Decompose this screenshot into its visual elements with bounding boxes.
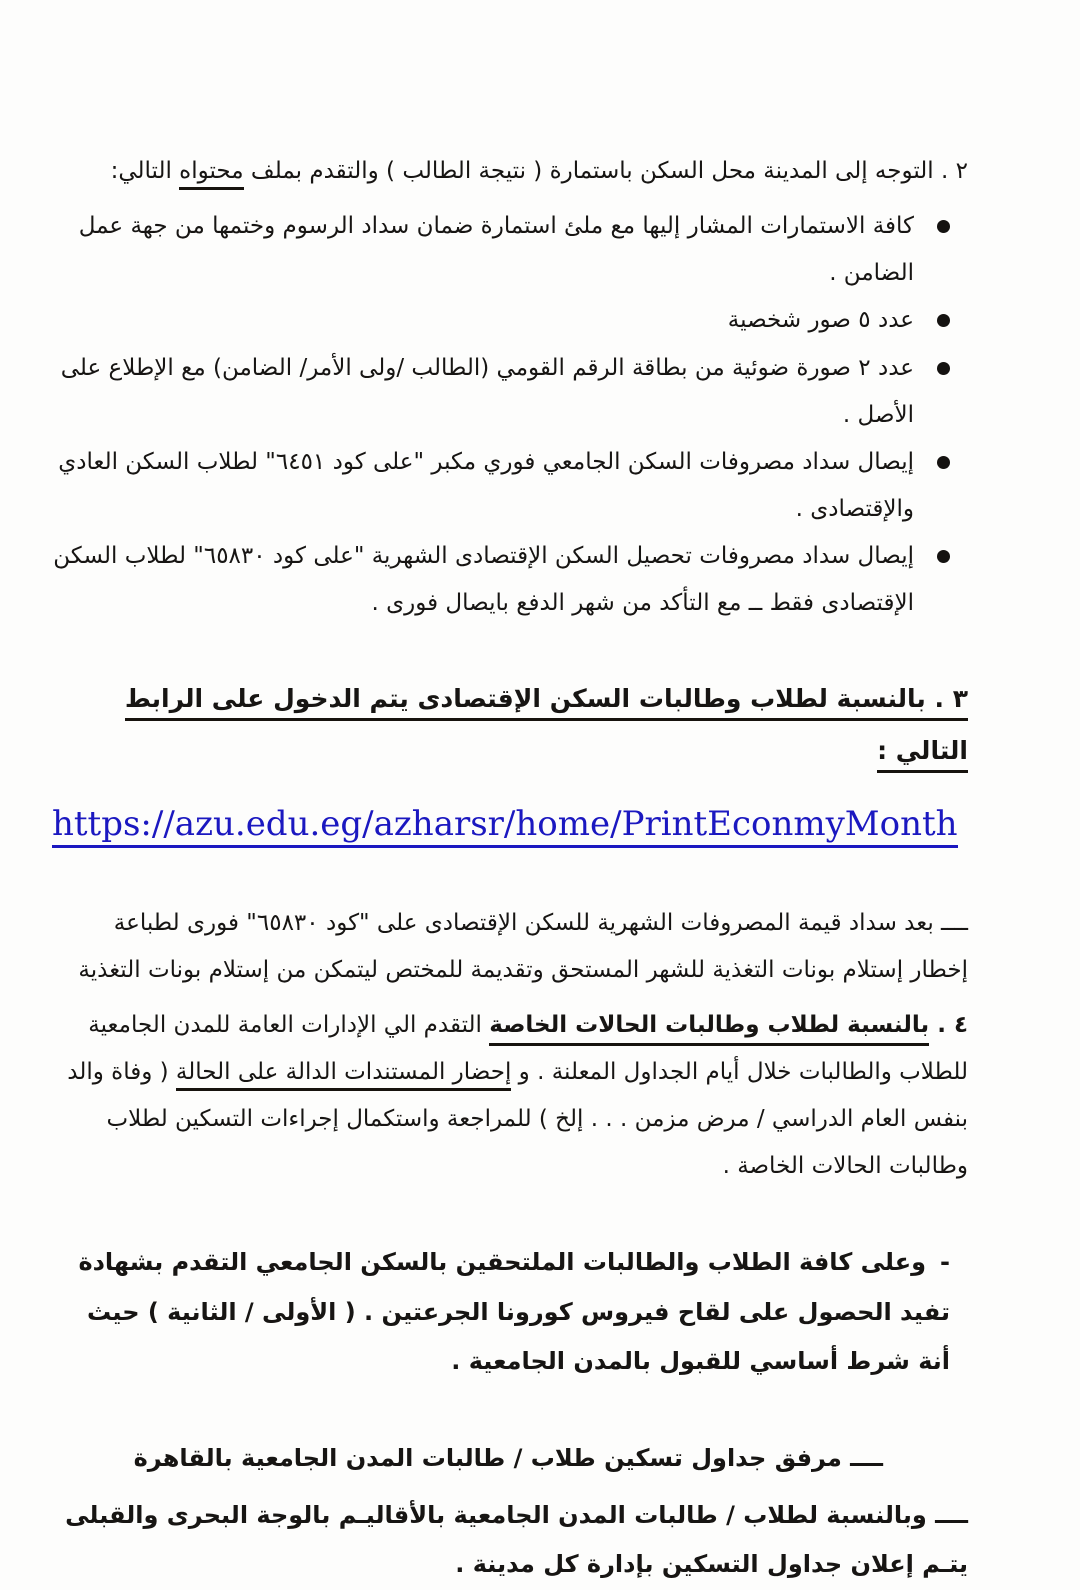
list-item-text: إيصال سداد مصروفات السكن الجامعي فوري مكبر "على كود ٦٤٥١" لطلاب السكن العادي والإقتصادى . — [58, 448, 914, 522]
list-item-text: عدد ٢ صورة ضوئية من بطاقة الرقم القومي (الطالب /ولى الأمر/ الضامن) مع الإطلاع على الأصل . — [60, 354, 914, 428]
dash-marker: - — [940, 1248, 950, 1277]
corona-vaccine-text: وعلى كافة الطلاب والطالبات الملتحقين بالسكن الجامعي التقدم بشهادة تفيد الحصول على لقاح فيروس كورونا الجرعتين . ( الأولى / الثانية ) حيث أنة شرط أساسي للقبول بالمدن الجامعية . — [78, 1248, 950, 1375]
link-line — [52, 790, 968, 860]
item-3-heading-text: ٣ . بالنسبة لطلاب وطالبات السكن الإقتصادى يتم الدخول على الرابط التالي : — [125, 684, 968, 772]
requirements-bullet-list — [52, 203, 968, 627]
bullet-icon — [937, 456, 950, 469]
list-item-text: عدد ٥ صور شخصية — [727, 307, 914, 334]
list-item — [52, 297, 952, 344]
food-vouchers-paragraph: ــــ بعد سداد قيمة المصروفات الشهرية للسكن الإقتصادى على "كود ٦٥٨٣٠" فورى لطباعة إخطار إستلام بونات التغذية للشهر المستحق وتقديمة للمختص ليتمكن من إستلام بونات التغذية — [78, 909, 968, 983]
item-3-heading — [52, 673, 968, 776]
bullet-icon — [937, 550, 950, 563]
item-4-tail: ( وفاة والد بنفس العام الدراسي / مرض مزمن . . . إلخ ) للمراجعة واستكمال إجراءات التسكين لطلاب وطالبات الحالات الخاصة . — [67, 1059, 968, 1180]
bullet-icon — [937, 220, 950, 233]
item-2-tail: التالي: — [110, 158, 180, 184]
list-item — [52, 203, 952, 297]
list-item — [52, 533, 952, 627]
item-2-lead: ٢ . التوجه إلى المدينة محل السكن باستمارة ( نتيجة الطالب ) والتقدم بملف — [243, 158, 968, 184]
regional-cities-paragraph: ــــ وبالنسبة لطلاب / طالبات المدن الجامعية بالأقاليـم بالوجة البحرى والقبلى يتـم إعلان جداول التسكين بإدارة كل مدينة . — [65, 1501, 968, 1579]
item-4-middle: التقدم الي الإدارات العامة للمدن الجامعية للطلاب والطالبات خلال أيام الجداول المعلنة . و — [88, 1011, 968, 1086]
bullet-icon — [937, 362, 950, 375]
attached-schedules-line: ــــ مرفق جداول تسكين طلاب / طالبات المدن الجامعية بالقاهرة — [133, 1444, 883, 1472]
item-4-number: ٤ . — [929, 1011, 968, 1038]
item-4-underlined: إحضار المستندات الدالة على الحالة — [176, 1059, 511, 1091]
list-item-text: كافة الاستمارات المشار إليها مع ملئ استمارة ضمان سداد الرسوم وختمها من جهة عمل الضامن . — [78, 213, 914, 287]
item-2-heading — [52, 148, 968, 195]
corona-vaccine-paragraph — [52, 1238, 968, 1386]
economy-housing-link[interactable]: https://azu.edu.eg/azharsr/home/PrintEconmyMonth — [52, 804, 958, 848]
item-2-underlined-word: محتواه — [179, 158, 243, 190]
bullet-icon — [937, 314, 950, 327]
item-4-lead: بالنسبة لطلاب وطالبات الحالات الخاصة — [489, 1012, 929, 1046]
list-item-text: إيصال سداد مصروفات تحصيل السكن الإقتصادى الشهرية "على كود ٦٥٨٣٠" لطلاب السكن الإقتصادى فقط ــ مع التأكد من شهر الدفع بايصال فورى . — [53, 543, 914, 617]
item-4-paragraph — [52, 1002, 968, 1191]
list-item — [52, 439, 952, 533]
list-item — [52, 345, 952, 439]
